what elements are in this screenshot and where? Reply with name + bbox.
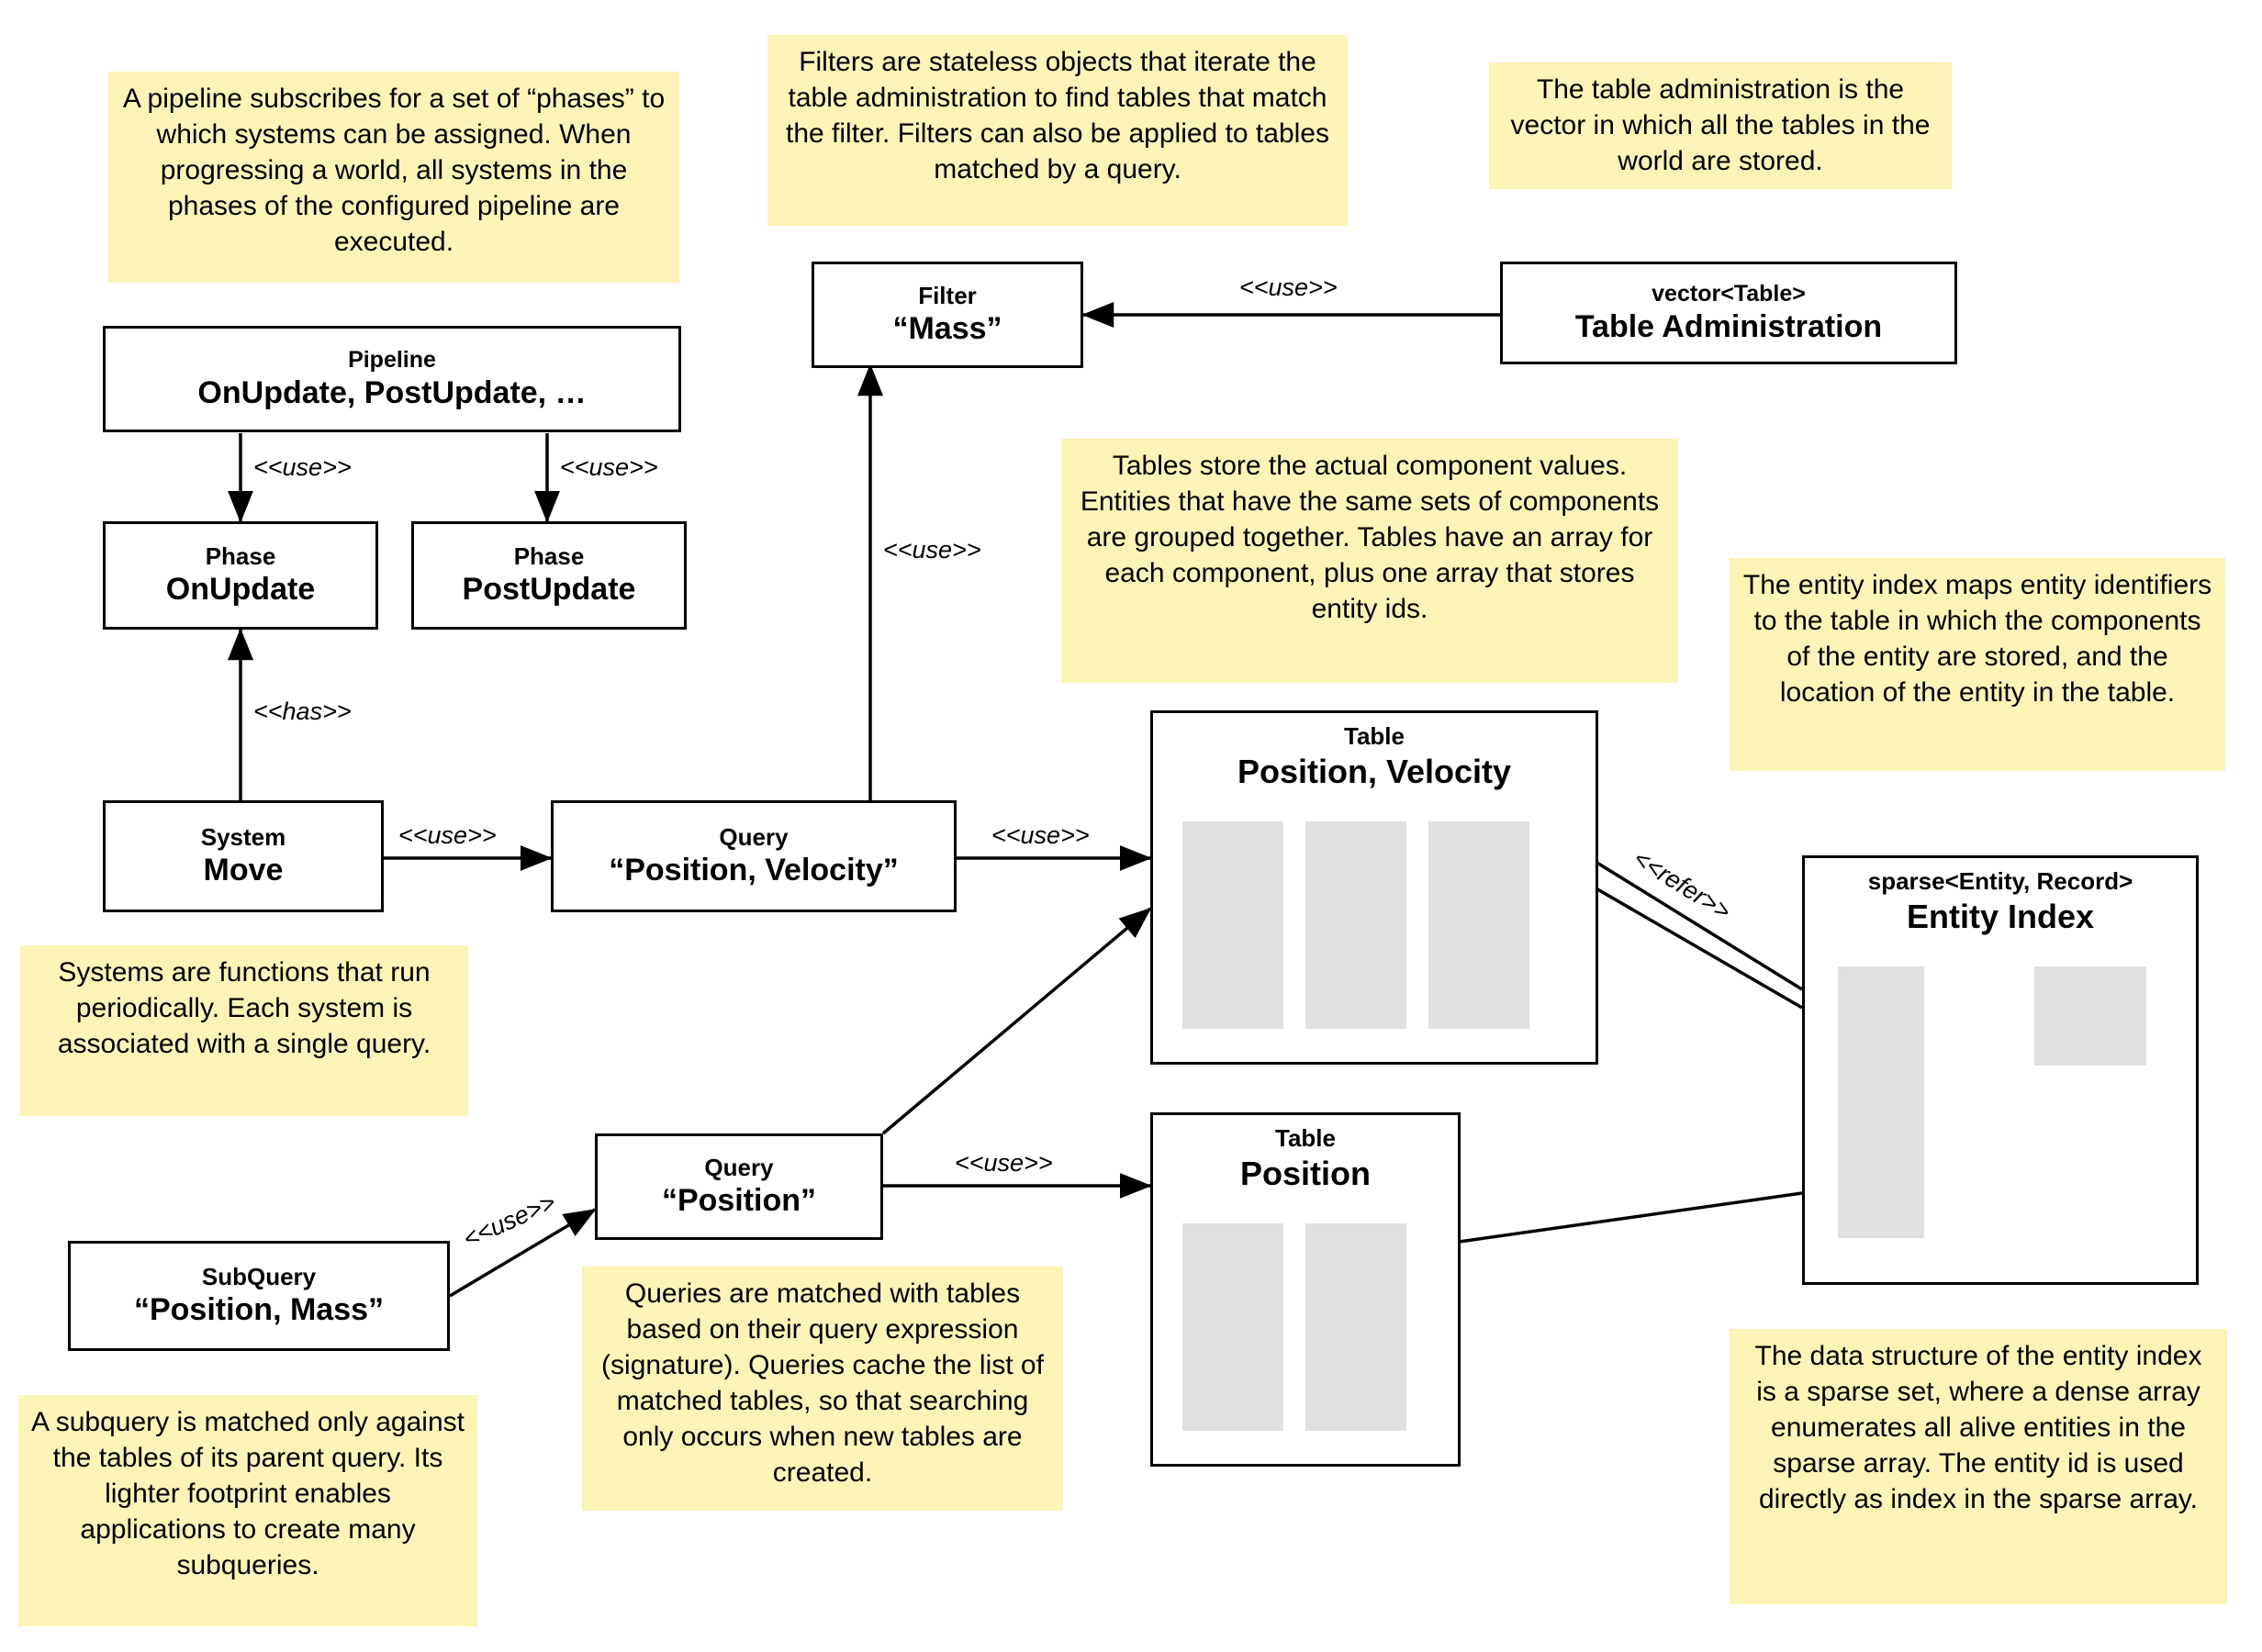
node-phase-postupdate-label: PostUpdate <box>462 572 636 608</box>
node-subquery-kind: SubQuery <box>201 1262 317 1290</box>
node-table-admin-kind: vector<Table> <box>1652 281 1806 307</box>
node-entity-index-label: Entity Index <box>1906 898 2095 935</box>
table-pv-column-2 <box>1305 821 1406 1029</box>
edge-label-query2-table2: <<use>> <box>955 1149 1053 1177</box>
node-table-position-velocity[interactable] <box>1150 710 1598 1065</box>
node-subquery[interactable] <box>68 1241 450 1351</box>
note-subquery: A subquery is matched only against the tables of its parent query. Its lighter footprint enables applications to create many subqueries. <box>18 1395 477 1626</box>
node-entity-index[interactable] <box>1802 855 2199 1285</box>
node-filter-mass-label: “Mass” <box>892 311 1002 347</box>
edge-label-pipeline-postupdate: <<use>> <box>560 453 658 481</box>
edge-label-subquery-query: <<use>> <box>459 1188 560 1254</box>
node-phase-postupdate-kind: Phase <box>513 541 585 570</box>
note-pipeline: A pipeline subscribes for a set of “phases” to which systems can be assigned. When progressing a world, all systems in the phases of the configured pipeline are executed. <box>108 72 679 283</box>
edge-label-query-table: <<use>> <box>991 821 1090 849</box>
node-table-pv-label: Position, Velocity <box>1237 753 1512 790</box>
node-table-pv-kind: Table <box>1344 722 1405 750</box>
edge-label-query-filter: <<use>> <box>883 536 981 564</box>
node-phase-onupdate-label: OnUpdate <box>165 572 316 608</box>
table-position-column-2 <box>1305 1223 1406 1431</box>
table-pv-column-1 <box>1182 821 1283 1029</box>
node-subquery-label: “Position, Mass” <box>133 1292 385 1328</box>
entity-index-sparse-array <box>1838 966 1924 1238</box>
node-filter-mass[interactable] <box>812 262 1083 368</box>
edge-label-system-phase: <<has>> <box>253 698 352 725</box>
node-pipeline[interactable] <box>103 326 681 432</box>
node-system-move-kind: System <box>200 822 286 851</box>
node-system-move-label: Move <box>203 853 284 888</box>
note-tables: Tables store the actual component values. Entities that have the same sets of components are grouped together. Tables have an array for each component, plus one array that stores entity ids. <box>1061 439 1678 683</box>
node-query-position-label: “Position” <box>661 1183 817 1219</box>
node-table-admin[interactable] <box>1500 262 1957 364</box>
node-table-position[interactable] <box>1150 1112 1461 1467</box>
note-queries: Queries are matched with tables based on their query expression (signature). Queries cache the list of matched tables, so that searching only occurs when new tables are created. <box>582 1267 1063 1511</box>
node-phase-onupdate-kind: Phase <box>205 541 276 570</box>
node-system-move[interactable] <box>103 800 384 912</box>
node-query-position-velocity[interactable] <box>551 800 957 912</box>
node-phase-postupdate[interactable] <box>411 521 687 630</box>
node-table-admin-label: Table Administration <box>1574 308 1883 344</box>
edge-label-pipeline-onupdate: <<use>> <box>253 453 352 481</box>
node-filter-mass-kind: Filter <box>918 281 977 309</box>
node-pipeline-kind: Pipeline <box>348 347 436 374</box>
note-table-admin: The table administration is the vector in which all the tables in the world are stored. <box>1489 62 1952 189</box>
node-table-position-kind: Table <box>1275 1124 1336 1152</box>
table-position-column-1 <box>1182 1223 1283 1431</box>
edge-label-entityindex-table: <<refer>> <box>1629 844 1736 926</box>
edge-label-system-query: <<use>> <box>398 821 497 849</box>
node-pipeline-label: OnUpdate, PostUpdate, … <box>197 374 587 410</box>
edge-label-tableadmin-filter: <<use>> <box>1239 273 1338 301</box>
node-query-pv-label: “Position, Velocity” <box>609 853 899 888</box>
node-entity-index-kind: sparse<Entity, Record> <box>1867 867 2133 895</box>
note-filter: Filters are stateless objects that iterate the table administration to find tables that match the filter. Filters can also be applied to tables matched by a query. <box>767 35 1348 226</box>
node-query-pv-kind: Query <box>719 822 789 851</box>
entity-index-dense-array <box>2034 966 2146 1066</box>
node-query-position[interactable] <box>595 1133 883 1240</box>
node-query-position-kind: Query <box>704 1153 774 1181</box>
note-entity-index: The entity index maps entity identifiers to the table in which the components of the entity are stored, and the location of the entity in the table. <box>1730 558 2225 771</box>
note-sparse-set: The data structure of the entity index is a sparse set, where a dense array enumerates all alive entities in the sparse array. The entity id is used directly as index in the sparse array. <box>1730 1329 2227 1604</box>
note-systems: Systems are functions that run periodically. Each system is associated with a single query. <box>20 945 468 1116</box>
node-phase-onupdate[interactable] <box>103 521 378 630</box>
node-table-position-label: Position <box>1240 1155 1371 1192</box>
table-pv-column-3 <box>1428 821 1529 1029</box>
